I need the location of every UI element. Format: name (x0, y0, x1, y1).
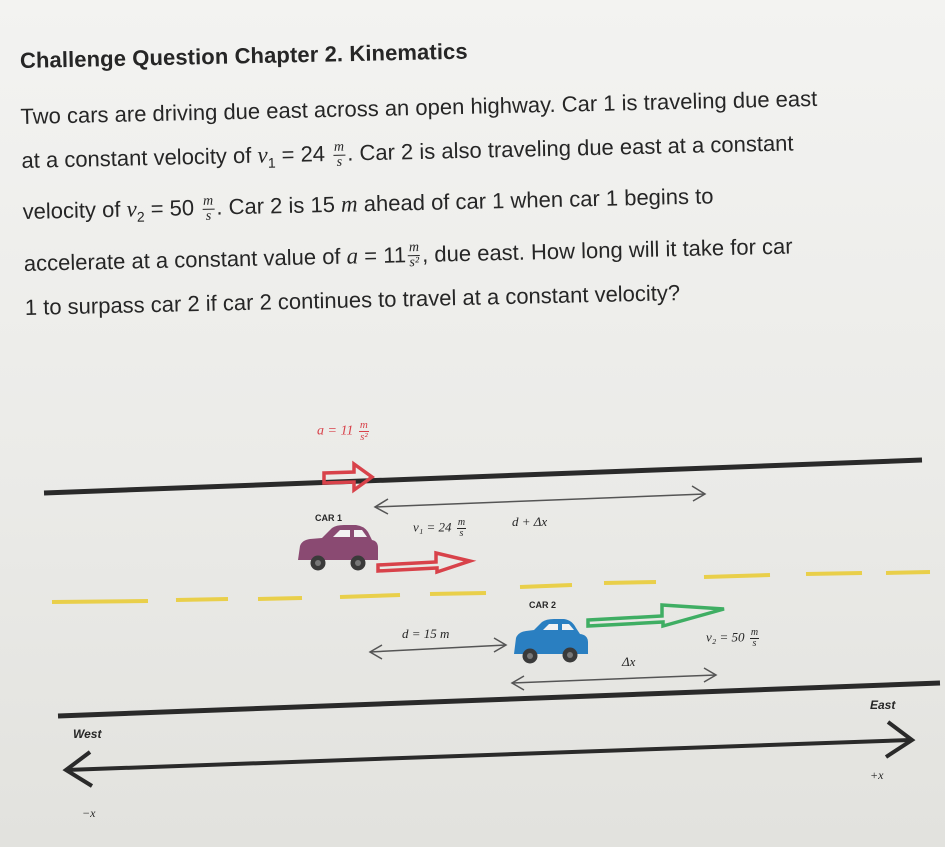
var-v2: v (126, 196, 138, 222)
acceleration-arrow (324, 464, 372, 490)
problem-line-5: 1 to surpass car 2 if car 2 continues to travel at a constant velocity? (24, 279, 681, 320)
d-plus-dx-arrow (375, 486, 705, 514)
road-bottom-line (58, 683, 940, 716)
positive-x-label: +x (870, 768, 884, 782)
v1-label: v₁ = 24 $\frac{m}{s}$ (413, 517, 466, 539)
car-2-label: CAR 2 (529, 600, 557, 610)
distance-label: d = 15 m (402, 626, 450, 641)
unit-fraction: $\frac{m}{\text{s²}}$ (408, 240, 420, 271)
car-1-icon (298, 525, 378, 571)
problem-line-3: velocity of $v_2 = 50$ $\frac{m}{s}$ . Car 2 is 15 m ahead of car 1 when car 1 begins to (22, 183, 714, 226)
problem-statement (20, 75, 925, 330)
unit-fraction: $\frac{m}{s}$ (333, 139, 345, 170)
west-label: West (73, 727, 102, 741)
problem-line-4: accelerate at a constant value of a = 11 $\frac{m}{\text{s²}}$ , due east. How long will it take for car (23, 233, 793, 276)
negative-x-label: −x (82, 806, 96, 820)
v2-arrow (588, 605, 724, 626)
var-v1: v (257, 142, 268, 168)
problem-line-2: at a constant velocity of $v_1 = 24$ $\frac{m}{s}$ . Car 2 is also traveling due east at a constant (21, 130, 794, 173)
car-2-icon (514, 619, 588, 664)
v1-arrow (378, 553, 470, 572)
problem-line-1: Two cars are driving due east across an open highway. Car 1 is traveling due east (20, 85, 818, 129)
page-title: Challenge Question Chapter 2. Kinematics (19, 38, 468, 73)
lane-dashes (52, 572, 930, 602)
v2-label: v₂ = 50 $\frac{m}{s}$ (706, 627, 759, 649)
delta-x-label: Δx (622, 654, 636, 669)
dx-arrow (512, 668, 716, 690)
east-label: East (870, 698, 896, 712)
kinematics-diagram (0, 400, 945, 847)
car-1-label: CAR 1 (315, 513, 343, 523)
var-a: a (346, 243, 359, 269)
road-top-line (44, 460, 922, 493)
d-plus-dx-label: d + Δx (512, 514, 548, 529)
unit-fraction: $\frac{m}{s}$ (202, 193, 214, 224)
x-axis-line (66, 740, 910, 770)
acceleration-label: a = 11 $\frac{m}{\text{s²}}$ (317, 419, 368, 443)
